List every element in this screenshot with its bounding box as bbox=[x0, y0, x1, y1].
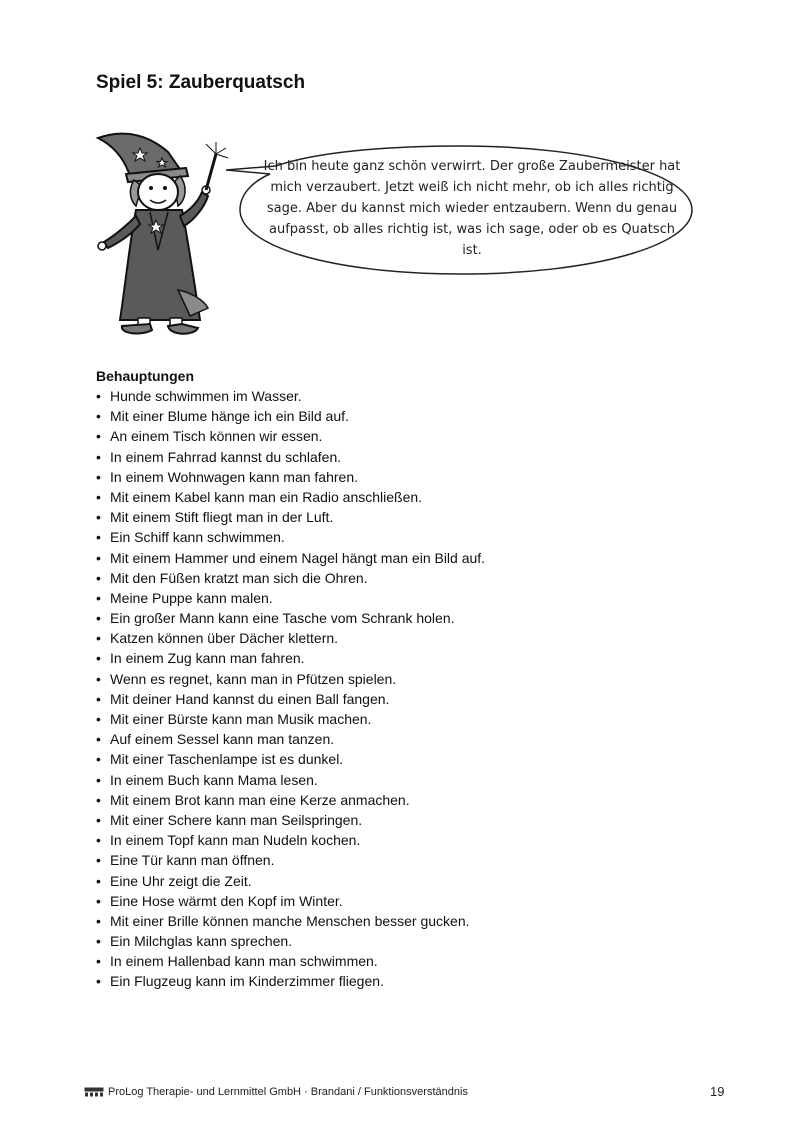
statement-item: • Mit einer Brille können manche Menschen besser gucken. bbox=[96, 911, 485, 931]
statement-item: • Ein Flugzeug kann im Kinderzimmer fliegen. bbox=[96, 971, 485, 991]
statement-item: • Mit deiner Hand kannst du einen Ball fangen. bbox=[96, 689, 485, 709]
statement-item: • Mit einem Kabel kann man ein Radio anschließen. bbox=[96, 487, 485, 507]
statement-item: • An einem Tisch können wir essen. bbox=[96, 426, 485, 446]
statement-item: • In einem Zug kann man fahren. bbox=[96, 648, 485, 668]
statement-item: • Mit einem Stift fliegt man in der Luft. bbox=[96, 507, 485, 527]
statement-item: • Mit einer Bürste kann man Musik machen. bbox=[96, 709, 485, 729]
statement-item: • Eine Tür kann man öffnen. bbox=[96, 850, 485, 870]
statement-item: • In einem Wohnwagen kann man fahren. bbox=[96, 467, 485, 487]
statement-item: • In einem Buch kann Mama lesen. bbox=[96, 770, 485, 790]
wizard-illustration bbox=[90, 120, 240, 345]
section-heading: Behauptungen bbox=[96, 368, 194, 384]
statement-item: • Mit einer Blume hänge ich ein Bild auf. bbox=[96, 406, 485, 426]
page-title: Spiel 5: Zauberquatsch bbox=[96, 72, 306, 93]
statement-item: • In einem Topf kann man Nudeln kochen. bbox=[96, 830, 485, 850]
statement-item: • In einem Hallenbad kann man schwimmen. bbox=[96, 951, 485, 971]
statement-item: • Wenn es regnet, kann man in Pfützen spielen. bbox=[96, 669, 485, 689]
page-number: 19 bbox=[710, 1084, 725, 1099]
statement-list bbox=[96, 386, 485, 992]
prolog-logo-icon bbox=[84, 1087, 104, 1097]
statement-item: • Mit einem Brot kann man eine Kerze anmachen. bbox=[96, 790, 485, 810]
statement-item: • Katzen können über Dächer klettern. bbox=[96, 628, 485, 648]
statement-item: • Meine Puppe kann malen. bbox=[96, 588, 485, 608]
statement-item: • Eine Uhr zeigt die Zeit. bbox=[96, 871, 485, 891]
statement-item: • Ein Schiff kann schwimmen. bbox=[96, 527, 485, 547]
statement-item: • Ein Milchglas kann sprechen. bbox=[96, 931, 485, 951]
statement-item: • Auf einem Sessel kann man tanzen. bbox=[96, 729, 485, 749]
statement-item: • Mit einem Hammer und einem Nagel hängt man ein Bild auf. bbox=[96, 548, 485, 568]
statement-item: • Ein großer Mann kann eine Tasche vom Schrank holen. bbox=[96, 608, 485, 628]
statement-item: • Mit einer Schere kann man Seilspringen. bbox=[96, 810, 485, 830]
footer bbox=[84, 1086, 468, 1098]
statement-item: • Mit den Füßen kratzt man sich die Ohren. bbox=[96, 568, 485, 588]
speech-bubble-text: Ich bin heute ganz schön verwirrt. Der große Zaubermeister hat mich verzaubert. Jetzt weiß ich nicht mehr, ob ich alles richtig sage. Aber du kannst mich wieder entzaubern. Wenn du genau aufpasst, ob alles richtig ist, was ich sage, oder ob es Quatsch ist. bbox=[263, 159, 681, 258]
statement-item: • Mit einer Taschenlampe ist es dunkel. bbox=[96, 749, 485, 769]
statement-item: • In einem Fahrrad kannst du schlafen. bbox=[96, 447, 485, 467]
footer-text: ProLog Therapie- und Lernmittel GmbH · Brandani / Funktionsverständnis bbox=[108, 1086, 468, 1098]
statement-item: • Hunde schwimmen im Wasser. bbox=[96, 386, 485, 406]
statement-item: • Eine Hose wärmt den Kopf im Winter. bbox=[96, 891, 485, 911]
